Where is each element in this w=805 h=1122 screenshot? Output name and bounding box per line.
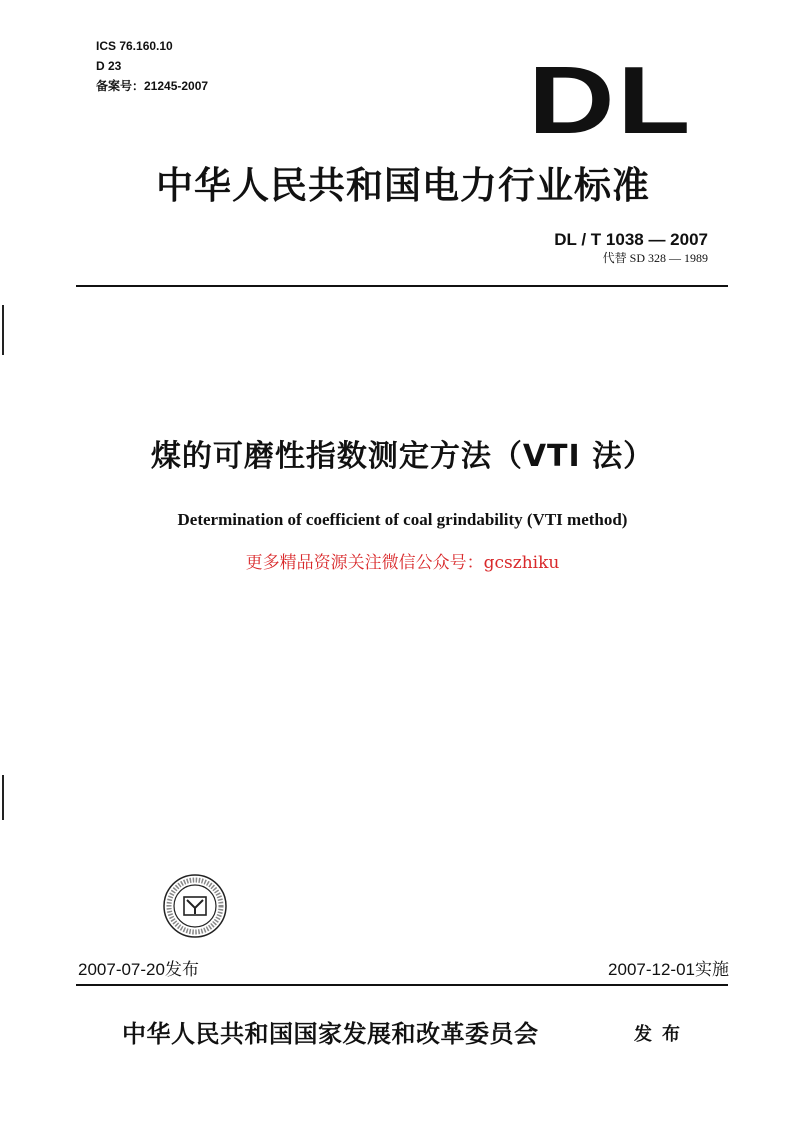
filing-number: 备案号：21245-2007 <box>96 79 209 93</box>
standard-number: DL / T 1038 — 2007 <box>554 230 708 249</box>
footer-divider <box>76 984 728 986</box>
publisher-seal-icon <box>162 873 228 939</box>
ics-code: ICS 76.160.10 <box>96 39 173 53</box>
category-code: D 23 <box>96 59 122 73</box>
left-edge-mark <box>2 775 4 820</box>
replaces-standard: 代替 SD 328 — 1989 <box>602 251 708 265</box>
publish-label: 发布 <box>634 1024 690 1045</box>
left-edge-mark <box>2 305 4 355</box>
release-date: 2007-07-20发布 <box>78 960 199 979</box>
document-title-cn: 煤的可磨性指数测定方法（VTI 法） <box>150 439 655 474</box>
dl-logo: DL <box>528 47 693 154</box>
document-title-en: Determination of coefficient of coal grindability (VTI method) <box>177 510 628 529</box>
watermark-text: 更多精品资源关注微信公众号：gcszhiku <box>245 553 560 573</box>
issuing-authority: 中华人民共和国国家发展和改革委员会 <box>122 1019 539 1048</box>
implementation-date: 2007-12-01实施 <box>608 960 729 979</box>
standard-title: 中华人民共和国电力行业标准 <box>156 163 650 207</box>
header-divider <box>76 285 728 287</box>
